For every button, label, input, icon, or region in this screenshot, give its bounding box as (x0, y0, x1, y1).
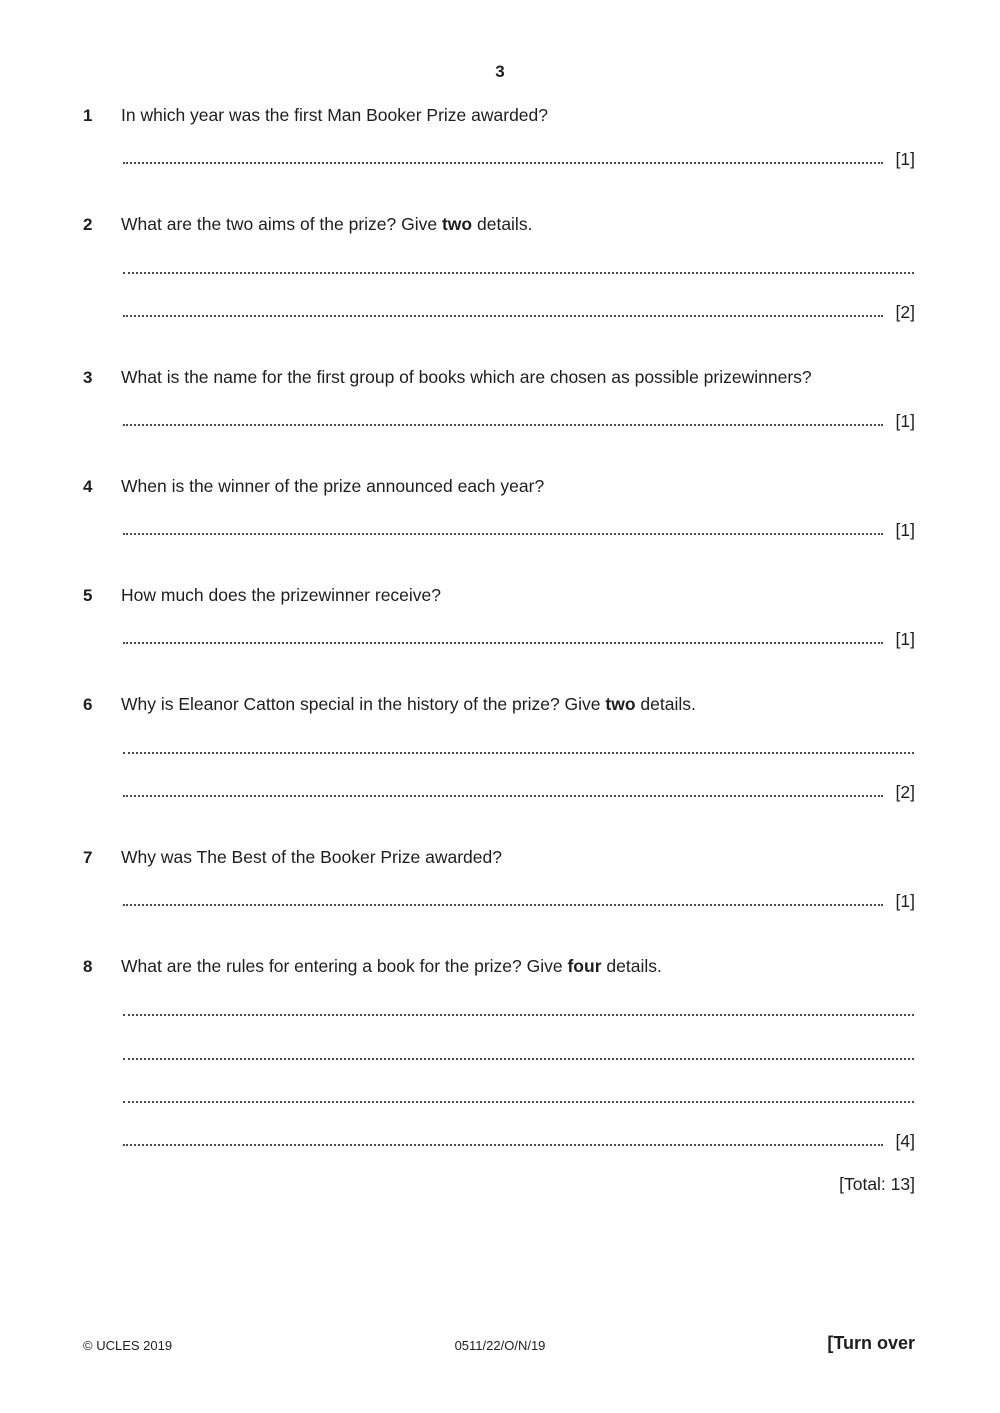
page-number: 3 (495, 62, 505, 81)
question-6-answer-line[interactable] (123, 793, 883, 797)
question-8-answer-line[interactable] (123, 1056, 914, 1060)
question-7-text: Why was The Best of the Booker Prize awarded? (121, 847, 502, 867)
question-5-answer-line[interactable] (123, 640, 883, 644)
question-1-number: 1 (83, 106, 93, 125)
question-1-answer-line[interactable] (123, 160, 883, 164)
question-4-mark: [1] (895, 520, 915, 540)
question-3-text: What is the name for the first group of books which are chosen as possible prizewinners? (121, 367, 812, 387)
question-2-number: 2 (83, 215, 93, 234)
question-2-answer-line[interactable] (123, 313, 883, 317)
question-8-answer-line[interactable] (123, 1012, 914, 1016)
question-2-mark: [2] (895, 302, 915, 322)
question-8-answer-line[interactable] (123, 1142, 883, 1146)
footer-paper-code: 0511/22/O/N/19 (454, 1338, 546, 1353)
total-marks: [Total: 13] (839, 1174, 915, 1194)
question-5-mark: [1] (895, 629, 915, 649)
question-2-answer-line[interactable] (123, 270, 914, 274)
question-7-mark: [1] (895, 891, 915, 911)
question-2-text: What are the two aims of the prize? Give two details. (121, 214, 533, 234)
question-8-answer-line[interactable] (123, 1099, 914, 1103)
question-5-text: How much does the prizewinner receive? (121, 585, 442, 605)
question-6-answer-line[interactable] (123, 750, 914, 754)
question-6-mark: [2] (895, 782, 915, 802)
question-4-number: 4 (83, 477, 93, 496)
question-1-mark: [1] (895, 149, 915, 169)
question-6-text: Why is Eleanor Catton special in the history of the prize? Give two details. (121, 694, 696, 714)
question-6-number: 6 (83, 695, 93, 714)
question-4-answer-line[interactable] (123, 531, 883, 535)
question-5-number: 5 (83, 586, 93, 605)
question-8-mark: [4] (895, 1131, 915, 1151)
question-1-text: In which year was the first Man Booker Prize awarded? (121, 105, 548, 125)
question-7-answer-line[interactable] (123, 902, 883, 906)
question-3-mark: [1] (895, 411, 915, 431)
question-4-text: When is the winner of the prize announced each year? (121, 476, 545, 496)
question-7-number: 7 (83, 848, 93, 867)
footer-copyright: © UCLES 2019 (83, 1338, 173, 1353)
footer-turn-over: [Turn over (827, 1333, 915, 1353)
question-3-answer-line[interactable] (123, 422, 883, 426)
question-3-number: 3 (83, 368, 93, 387)
question-8-number: 8 (83, 957, 93, 976)
question-8-text: What are the rules for entering a book for the prize? Give four details. (121, 956, 662, 976)
